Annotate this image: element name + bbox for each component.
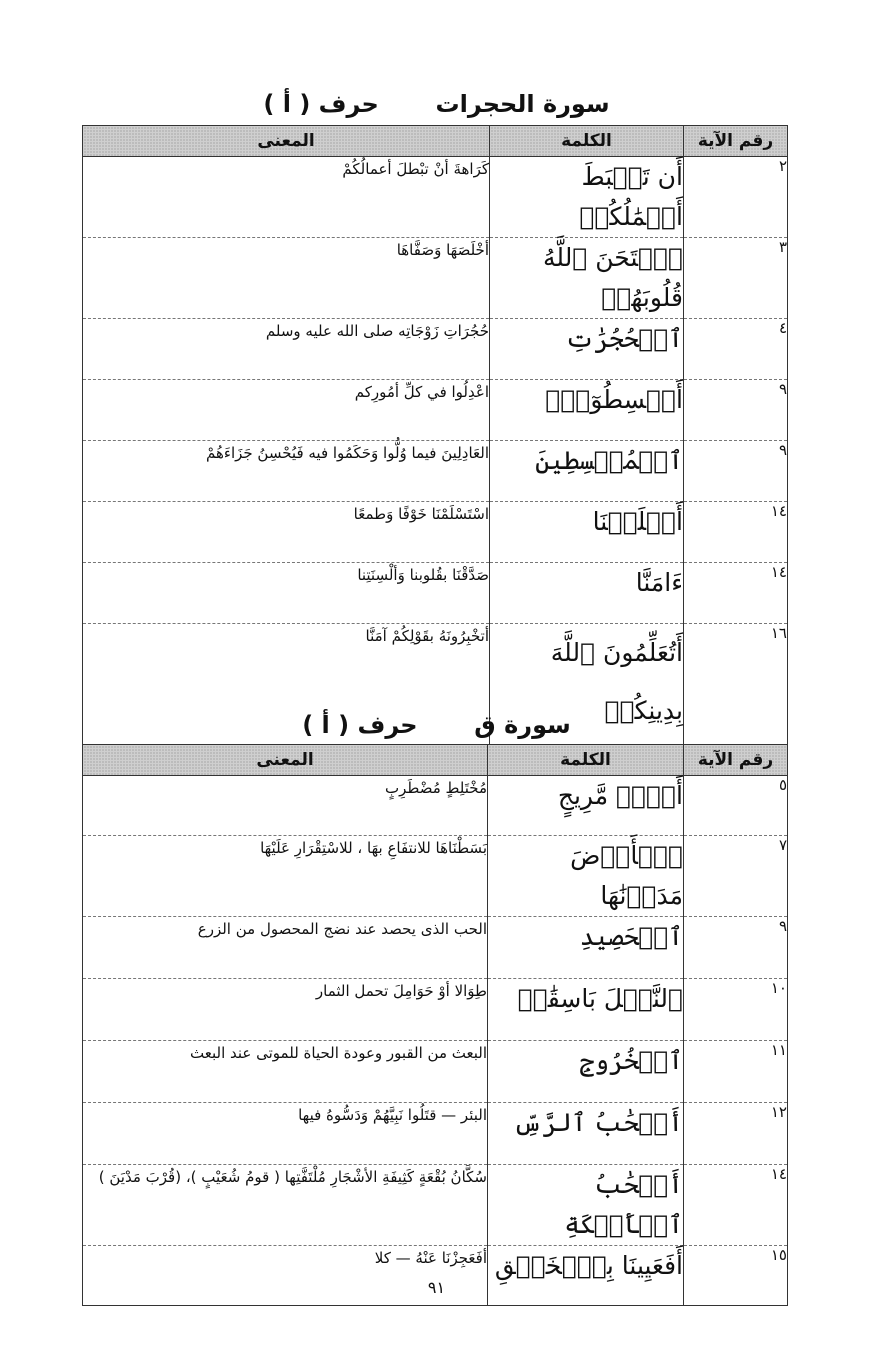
word-meaning: البعث من القبور وعودة الحياة للموتى عند البعث xyxy=(83,1041,488,1103)
header-num: رقم الآية xyxy=(684,745,788,776)
word-meaning: اعْدِلُوا في كلِّ أمُورِكم xyxy=(83,380,490,441)
table-row xyxy=(83,776,788,836)
table-row xyxy=(83,441,788,502)
ayah-number: ١٤ xyxy=(684,563,788,624)
quran-word: أَن تَحۡبَطَ أَعۡمَٰلُكُمۡ xyxy=(490,157,684,238)
table-row xyxy=(83,502,788,563)
table-header-row xyxy=(83,126,788,157)
ayah-number: ٥ xyxy=(684,776,788,836)
ayah-number: ١٢ xyxy=(684,1103,788,1165)
table-row xyxy=(83,380,788,441)
ayah-number: ١٥ xyxy=(684,1246,788,1306)
ayah-number: ٣ xyxy=(684,238,788,319)
ayah-number: ٩ xyxy=(684,917,788,979)
table-row xyxy=(83,563,788,624)
vocab-table-qaf xyxy=(82,744,788,1306)
ayah-number: ١٤ xyxy=(684,1165,788,1246)
quran-word: ٱلۡمُقۡسِطِينَ xyxy=(490,441,684,502)
word-meaning: صَدَّقْنَا بقُلوبنا وَألْسِنَتِنا xyxy=(83,563,490,624)
table-row xyxy=(83,238,788,319)
table-row xyxy=(83,1103,788,1165)
quran-word: ٱلۡأَرۡضَ مَدَدۡنَٰهَا xyxy=(488,836,684,917)
word-meaning: أتخْبِرُونَهُ بقَوْلِكُمْ آمَنَّا xyxy=(83,624,490,746)
quran-word: أَمۡرٖ مَّرِيجٍ xyxy=(488,776,684,836)
letter-label: حرف ( أ ) xyxy=(302,711,418,739)
word-meaning: حُجُرَاتِ زَوْجَاتِه صلى الله عليه وسلم xyxy=(83,319,490,380)
word-meaning: طِوَالا أوْ حَوَامِلَ تحمل الثمار xyxy=(83,979,488,1041)
header-meaning: المعنى xyxy=(83,126,490,157)
quran-word: ٱلۡحَصِيدِ xyxy=(488,917,684,979)
ayah-number: ١٤ xyxy=(684,502,788,563)
ayah-number: ٤ xyxy=(684,319,788,380)
quran-word: ءَامَنَّا xyxy=(490,563,684,624)
word-meaning: اسْتَسْلَمْنَا خَوْفًا وَطمعًا xyxy=(83,502,490,563)
ayah-number: ١٠ xyxy=(684,979,788,1041)
word-meaning: أخْلَصَهَا وَصَفَّاهَا xyxy=(83,238,490,319)
section-title-qaf xyxy=(0,709,873,741)
table-header-row xyxy=(83,745,788,776)
ayah-number: ٩ xyxy=(684,441,788,502)
surah-name: سورة الحجرات xyxy=(435,90,610,118)
surah-name: سورة ق xyxy=(474,711,571,739)
table-row xyxy=(83,319,788,380)
quran-word: ٱلۡحُجُرَٰتِ xyxy=(490,319,684,380)
ayah-number: ٩ xyxy=(684,380,788,441)
letter-label: حرف ( أ ) xyxy=(263,90,379,118)
word-meaning: كَرَاهةَ أنْ تبْطلَ أعمالُكُمْ xyxy=(83,157,490,238)
word-meaning: بَسَطْنَاهَا للانتفَاعِ بهَا ، للاسْتِقْرَارِ عَلَيْهَا xyxy=(83,836,488,917)
header-meaning: المعنى xyxy=(83,745,488,776)
quran-word: أَسۡلَمۡنَا xyxy=(490,502,684,563)
header-word: الكلمة xyxy=(488,745,684,776)
section-title-hujurat xyxy=(0,88,873,120)
word-meaning: سُكَّانُ بُقْعَةٍ كَثِيفَةِ الأشْجَارِ مُلْتَفَّتِها ( قومُ شُعَيْبٍ )، (قُرْبَ مَدْيَنَ ) xyxy=(83,1165,488,1246)
ayah-number: ١٦ xyxy=(684,624,788,746)
header-num: رقم الآية xyxy=(684,126,788,157)
vocab-table-hujurat xyxy=(82,125,788,746)
quran-word: ٱلنَّخۡلَ بَاسِقَٰتٖ xyxy=(488,979,684,1041)
word-meaning: أفَعَجِزْنَا عَنْهُ — كلا xyxy=(83,1246,488,1306)
page-number: ٩١ xyxy=(427,1278,446,1297)
word-meaning: العَادِلِينَ فيما وُلُّوا وَحَكَمُوا فيه فَيُحْسِنُ جَزَاءَهُمْ xyxy=(83,441,490,502)
quran-word: أَتُعَلِّمُونَ ٱللَّهَ بِدِينِكُمۡ xyxy=(490,624,684,746)
word-meaning: مُخْتَلِطٍ مُضْطَرِبٍ xyxy=(83,776,488,836)
quran-word: أَفَعَيِينَا بِٱلۡخَلۡقِ xyxy=(488,1246,684,1306)
quran-word: أَصۡحَٰبُ ٱلۡأَيۡكَةِ xyxy=(488,1165,684,1246)
ayah-number: ١١ xyxy=(684,1041,788,1103)
table-row xyxy=(83,1165,788,1246)
word-meaning: البئر — قتَلُوا نَبِيَّهُمْ وَدَسُّوهُ فيها xyxy=(83,1103,488,1165)
ayah-number: ٢ xyxy=(684,157,788,238)
quran-word: ٱمۡتَحَنَ ٱللَّهُ قُلُوبَهُمۡ xyxy=(490,238,684,319)
table-row xyxy=(83,1041,788,1103)
header-word: الكلمة xyxy=(490,126,684,157)
table-row xyxy=(83,979,788,1041)
quran-word: ٱلۡخُرُوجِ xyxy=(488,1041,684,1103)
quran-word: أَقۡسِطُوٓاْۖ xyxy=(490,380,684,441)
table-row xyxy=(83,836,788,917)
word-meaning: الحب الذى يحصد عند نضج المحصول من الزرع xyxy=(83,917,488,979)
ayah-number: ٧ xyxy=(684,836,788,917)
table-row xyxy=(83,917,788,979)
table-row xyxy=(83,157,788,238)
quran-word: أَصۡحَٰبُ ٱلرَّسِّ xyxy=(488,1103,684,1165)
